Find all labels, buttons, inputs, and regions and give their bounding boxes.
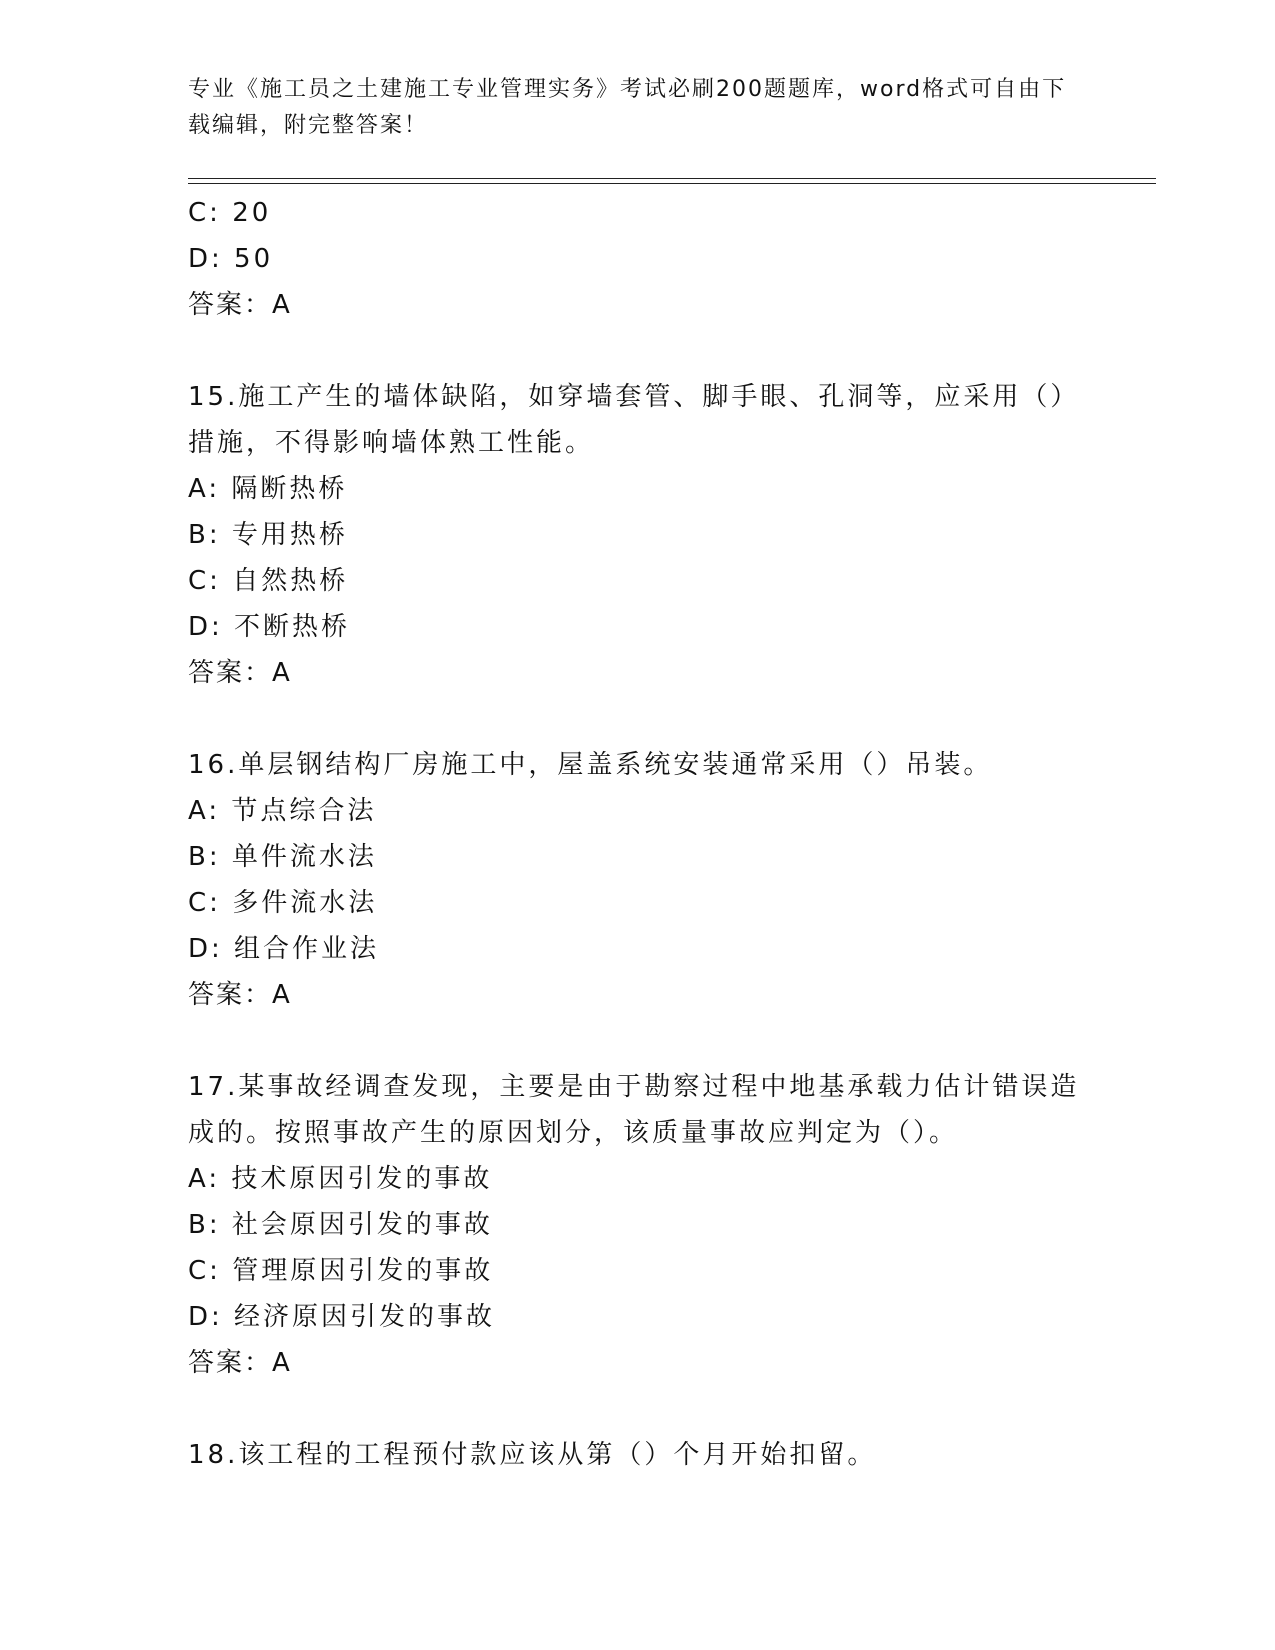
option-d: D: 不断热桥 bbox=[188, 612, 351, 642]
question-16 bbox=[188, 742, 1088, 1018]
document-header bbox=[188, 72, 1088, 144]
header-rule-top bbox=[188, 178, 1156, 179]
question-text: 18.该工程的工程预付款应该从第（）个月开始扣留。 bbox=[188, 1440, 877, 1470]
document-body bbox=[188, 190, 1088, 1478]
option-d: D: 组合作业法 bbox=[188, 934, 380, 964]
option-c: C: 多件流水法 bbox=[188, 888, 378, 918]
answer: 答案：A bbox=[188, 980, 292, 1010]
header-title: 专业《施工员之土建施工专业管理实务》考试必刷200题题库，word格式可自由下载编辑，附完整答案！ bbox=[188, 77, 1067, 138]
question-18 bbox=[188, 1432, 1088, 1478]
option-d: D: 经济原因引发的事故 bbox=[188, 1302, 496, 1332]
question-15 bbox=[188, 374, 1088, 696]
option-a: A: 节点综合法 bbox=[188, 796, 377, 826]
answer: 答案：A bbox=[188, 290, 292, 320]
question-14-continued bbox=[188, 190, 1088, 328]
spacer bbox=[188, 1018, 1088, 1064]
option-b: B: 专用热桥 bbox=[188, 520, 348, 550]
question-text: 16.单层钢结构厂房施工中，屋盖系统安装通常采用（）吊装。 bbox=[188, 750, 993, 780]
spacer bbox=[188, 328, 1088, 374]
spacer bbox=[188, 1386, 1088, 1432]
question-text: 17.某事故经调查发现，主要是由于勘察过程中地基承载力估计错误造成的。按照事故产生的原因划分，该质量事故应判定为（）。 bbox=[188, 1072, 1080, 1148]
option-c: C: 管理原因引发的事故 bbox=[188, 1256, 494, 1286]
option-b: B: 单件流水法 bbox=[188, 842, 377, 872]
spacer bbox=[188, 696, 1088, 742]
answer: 答案：A bbox=[188, 658, 292, 688]
question-17 bbox=[188, 1064, 1088, 1386]
option-c: C: 20 bbox=[188, 198, 272, 228]
option-d: D: 50 bbox=[188, 244, 274, 274]
answer: 答案：A bbox=[188, 1348, 292, 1378]
option-c: C: 自然热桥 bbox=[188, 566, 349, 596]
option-b: B: 社会原因引发的事故 bbox=[188, 1210, 493, 1240]
option-a: A: 技术原因引发的事故 bbox=[188, 1164, 493, 1194]
header-rule-bottom bbox=[188, 183, 1156, 184]
option-a: A: 隔断热桥 bbox=[188, 474, 348, 504]
question-text: 15.施工产生的墙体缺陷，如穿墙套管、脚手眼、孔洞等，应采用（）措施，不得影响墙体熟工性能。 bbox=[188, 382, 1080, 458]
